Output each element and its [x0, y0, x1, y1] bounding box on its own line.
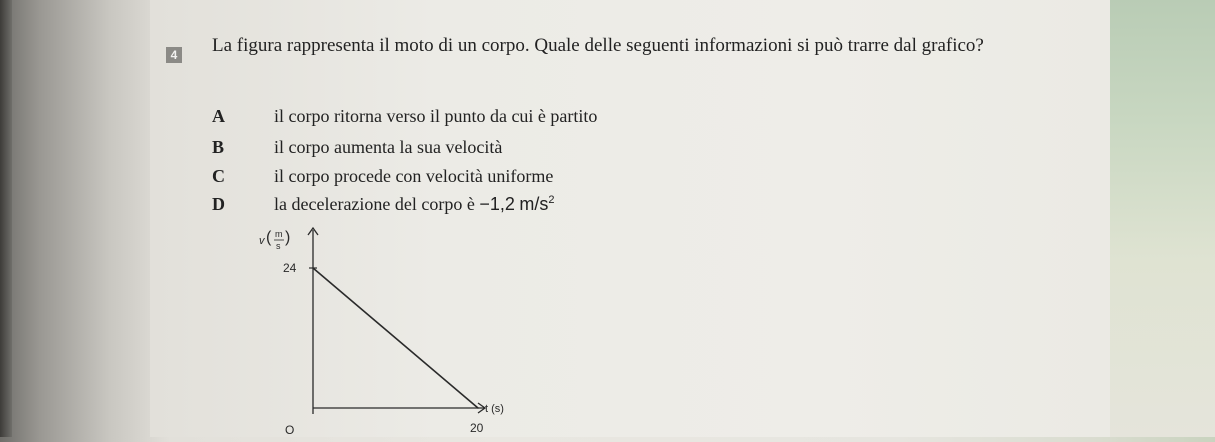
option-d-value: −1,2: [479, 194, 515, 214]
x-tick-label: 20: [470, 421, 484, 435]
option-d-text: la decelerazione del corpo è: [274, 194, 475, 214]
velocity-line: [313, 268, 478, 408]
option-text: il corpo procede con velocità uniforme: [274, 166, 554, 186]
data-point: [312, 267, 314, 269]
y-axis-symbol: v: [259, 235, 265, 247]
background-right: [1105, 0, 1215, 437]
question-number-badge: 4: [166, 47, 182, 63]
x-axis-label: t (s): [485, 403, 504, 415]
paren-right: ): [285, 229, 291, 246]
y-unit-num: m: [275, 229, 283, 239]
origin-label: O: [285, 423, 295, 437]
graph-svg: [259, 222, 528, 437]
y-tick-label: 24: [283, 261, 297, 275]
option-letter: A: [212, 106, 225, 126]
option-d-unit: $m/s^2$: [519, 194, 555, 214]
option-text: [274, 194, 555, 215]
data-point: [477, 407, 479, 409]
option-text: il corpo ritorna verso il punto da cui è partito: [274, 106, 598, 126]
question-text: La figura rappresenta il moto di un corpo. Quale delle seguenti informazioni si può trarre dal grafico?: [212, 35, 984, 56]
option-letter: D: [212, 194, 225, 214]
option-letter: B: [212, 137, 225, 157]
y-unit-den: s: [276, 241, 281, 251]
option-text: il corpo aumenta la sua velocità: [274, 137, 503, 157]
velocity-time-graph: [259, 222, 528, 437]
background-left-edge: [0, 0, 12, 437]
paren-left: (: [266, 229, 272, 246]
option-letter: C: [212, 166, 225, 186]
